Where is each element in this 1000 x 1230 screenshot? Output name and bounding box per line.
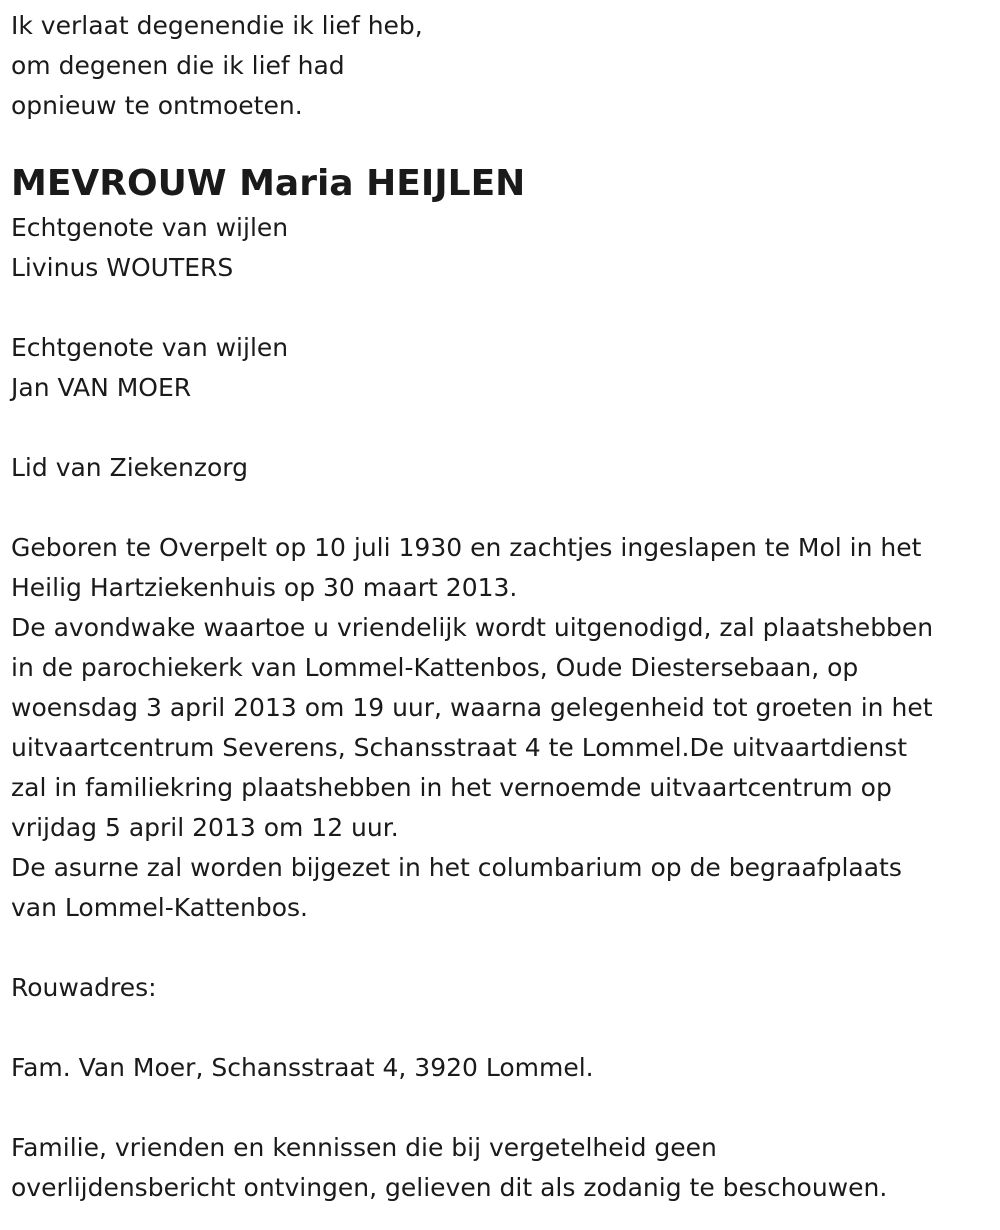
details-line: Geboren te Overpelt op 10 juli 1930 en zachtjes ingeslapen te Mol in het xyxy=(11,533,922,562)
spacer xyxy=(11,1088,996,1128)
details-line: Heilig Hartziekenhuis op 30 maart 2013. xyxy=(11,573,518,602)
membership: Lid van Ziekenzorg xyxy=(11,453,248,482)
poem-line: opnieuw te ontmoeten. xyxy=(11,91,303,120)
details-line: van Lommel-Kattenbos. xyxy=(11,893,308,922)
details-line: in de parochiekerk van Lommel-Kattenbos, Oude Diestersebaan, op xyxy=(11,653,859,682)
closing-line: Familie, vrienden en kennissen die bij vergetelheid geen xyxy=(11,1133,717,1162)
details-line: vrijdag 5 april 2013 om 12 uur. xyxy=(11,813,399,842)
poem xyxy=(11,6,996,126)
spouse-label: Echtgenote van wijlen xyxy=(11,333,289,362)
closing-paragraph xyxy=(11,1128,996,1208)
spouse-first xyxy=(11,208,996,288)
deceased-name: MEVROUW Maria HEIJLEN xyxy=(11,163,526,204)
poem-line: om degenen die ik lief had xyxy=(11,51,345,80)
spacer xyxy=(11,408,996,448)
spacer xyxy=(11,928,996,968)
spouse-name: Jan VAN MOER xyxy=(11,373,192,402)
spouse-second xyxy=(11,328,996,408)
spacer xyxy=(11,1008,996,1048)
mourning-address-label: Rouwadres: xyxy=(11,973,157,1002)
details-paragraph xyxy=(11,528,996,928)
closing-line: overlijdensbericht ontvingen, gelieven dit als zodanig te beschouwen. xyxy=(11,1173,888,1202)
spouse-label: Echtgenote van wijlen xyxy=(11,213,289,242)
details-line: zal in familiekring plaatshebben in het vernoemde uitvaartcentrum op xyxy=(11,773,892,802)
mourning-address: Fam. Van Moer, Schansstraat 4, 3920 Lommel. xyxy=(11,1053,594,1082)
details-line: De asurne zal worden bijgezet in het columbarium op de begraafplaats xyxy=(11,853,902,882)
spacer xyxy=(11,288,996,328)
obituary-notice xyxy=(11,6,996,1208)
details-line: De avondwake waartoe u vriendelijk wordt uitgenodigd, zal plaatshebben xyxy=(11,613,934,642)
spacer xyxy=(11,488,996,528)
details-line: woensdag 3 april 2013 om 19 uur, waarna gelegenheid tot groeten in het xyxy=(11,693,933,722)
poem-line: Ik verlaat degenendie ik lief heb, xyxy=(11,11,423,40)
spouse-name: Livinus WOUTERS xyxy=(11,253,234,282)
details-line: uitvaartcentrum Severens, Schansstraat 4 te Lommel.De uitvaartdienst xyxy=(11,733,908,762)
